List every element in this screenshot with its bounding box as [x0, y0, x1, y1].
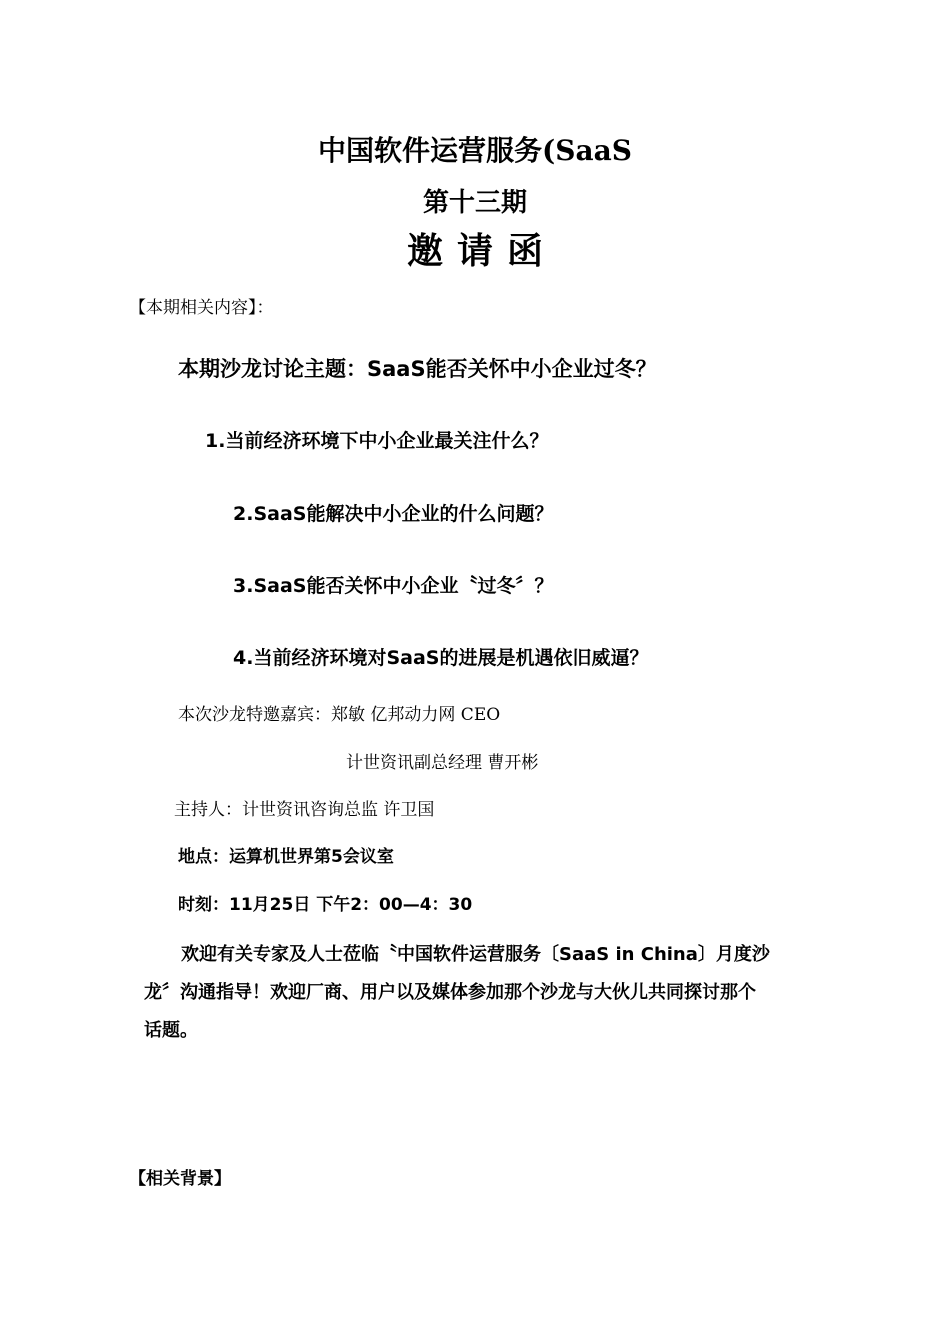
- welcome-line: 欢迎有关专家及人士莅临〝中国软件运营服务〔SaaS in China〕月度沙: [181, 944, 770, 965]
- issue-number: 第十三期: [422, 188, 527, 218]
- special-guests: 本次沙龙特邀嘉宾：郑敏 亿邦动力网 CEO: [178, 705, 501, 725]
- question-item: 3.SaaS能否关怀中小企业〝过冬〞？: [233, 575, 554, 597]
- welcome-line: 龙〞沟通指导！欢迎厂商、用户以及媒体参加那个沙龙与大伙儿共同探讨那个: [144, 982, 756, 1003]
- discussion-topic: 本期沙龙讨论主题：SaaS能否关怀中小企业过冬？: [178, 357, 657, 381]
- document-title: 中国软件运营服务(SaaS: [318, 134, 632, 167]
- section-label-background: 【相关背景】: [129, 1169, 231, 1189]
- question-item: 2.SaaS能解决中小企业的什么问题？: [233, 503, 554, 525]
- event-time: 时刻：11月25日 下午2：00—4：30: [178, 895, 473, 915]
- section-label-content: 【本期相关内容】：: [129, 298, 274, 318]
- welcome-line: 话题。: [144, 1020, 198, 1041]
- question-item: 4.当前经济环境对SaaS的进展是机遇依旧威逼？: [233, 647, 649, 669]
- host-info: 主持人：计世资讯咨询总监 许卫国: [174, 800, 435, 820]
- special-guests-continued: 计世资讯副总经理 曹开彬: [346, 753, 539, 773]
- welcome-paragraph: [144, 936, 812, 1050]
- question-item: 1.当前经济环境下中小企业最关注什么？: [205, 430, 549, 452]
- invitation-heading: 邀请函: [406, 231, 557, 272]
- event-location: 地点：运算机世界第5会议室: [178, 847, 394, 867]
